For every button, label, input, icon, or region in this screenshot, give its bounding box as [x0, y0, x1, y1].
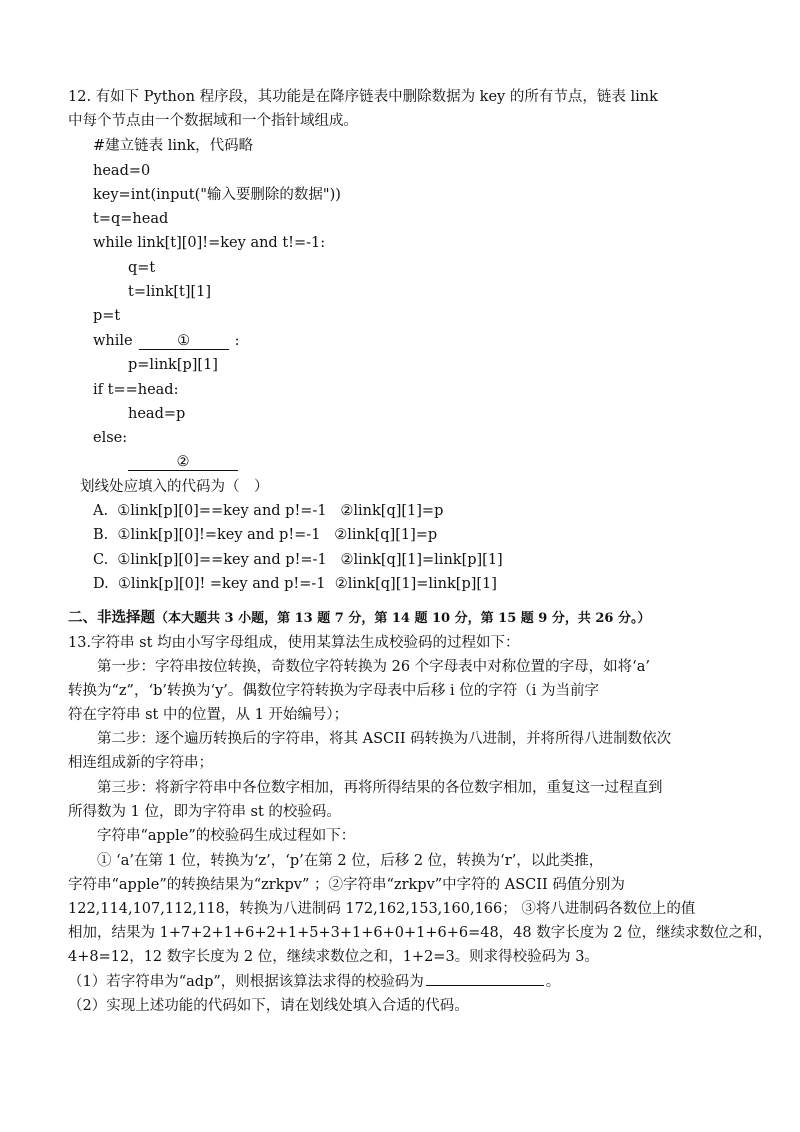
q13-line: ① ‘a’在第 1 位，转换为‘z’，‘p’在第 2 位，后移 2 位，转换为‘r’，以此类推， — [68, 853, 604, 869]
code-line: t=q=head — [93, 211, 169, 227]
q13-line: 所得数为 1 位，即为字符串 st 的校验码。 — [68, 804, 341, 820]
q13-sub2: （2）实现上述功能的代码如下，请在划线处填入合适的代码。 — [68, 998, 469, 1014]
section-title: 二、非选择题 — [68, 609, 155, 626]
code-colon: : — [234, 333, 240, 349]
answer-blank-2[interactable]: ② — [128, 454, 238, 471]
q13-line: 相连组成新的字符串； — [68, 755, 213, 771]
code-line-blank-2 — [128, 452, 244, 472]
code-line: head=p — [128, 406, 186, 422]
answer-blank-checksum[interactable] — [426, 985, 544, 986]
q13-line: 字符串“apple”的转换结果为“zrkpv” ；②字符串“zrkpv”中字符的 ASCII 码值分别为 — [68, 877, 625, 893]
q13-sub1-end: 。 — [545, 974, 561, 990]
q12-stem-line-2: 中每个节点由一个数据域和一个指针域组成。 — [68, 113, 358, 129]
q12-stem-line-1: 12. 有如下 Python 程序段，其功能是在降序链表中删除数据为 key 的所有节点，链表 link — [68, 89, 658, 105]
q13-line: 第一步：字符串按位转换，奇数位字符转换为 26 个字母表中对称位置的字母，如将‘a’ — [68, 659, 651, 675]
q13-sub1 — [68, 972, 560, 992]
code-line: p=link[p][1] — [128, 357, 218, 373]
code-keyword: while — [93, 333, 133, 349]
code-line: q=t — [128, 260, 156, 276]
option-c[interactable]: C. ①link[p][0]==key and p!=-1 ②link[q][1]=link[p][1] — [93, 552, 503, 568]
section-heading — [68, 608, 651, 629]
option-b[interactable]: B. ①link[p][0]!=key and p!=-1 ②link[q][1]=p — [93, 527, 438, 543]
q13-line: 字符串“apple”的校验码生成过程如下： — [68, 828, 356, 844]
q13-line: 相加，结果为 1+7+2+1+6+2+1+5+3+1+6+0+1+6+6=48，48 数字长度为 2 位，继续求数位之和， — [68, 925, 773, 941]
code-line-while-blank — [93, 331, 240, 351]
code-line: while link[t][0]!=key and t!=-1: — [93, 235, 326, 251]
code-line: t=link[t][1] — [128, 284, 212, 300]
option-d[interactable]: D. ①link[p][0]! =key and p!=-1 ②link[q][1]=link[p][1] — [93, 576, 497, 592]
q13-line: 转换为“z”，‘b’转换为‘y’。偶数位字符转换为字母表中后移 i 位的字符（i 为当前字 — [68, 683, 599, 699]
q13-line: 4+8=12，12 数字长度为 2 位，继续求数位之和，1+2=3。则求得校验码为 3。 — [68, 949, 600, 965]
q12-prompt: 划线处应填入的代码为（ ） — [80, 479, 269, 495]
code-line: #建立链表 link，代码略 — [93, 138, 254, 154]
section-note: （本大题共 3 小题，第 13 题 7 分，第 14 题 10 分，第 15 题 9 分，共 26 分。） — [155, 611, 651, 626]
q13-line: 第三步：将新字符串中各位数字相加，再将所得结果的各位数字相加，重复这一过程直到 — [68, 780, 663, 796]
q13-line: 13.字符串 st 均由小写字母组成，使用某算法生成校验码的过程如下： — [68, 635, 520, 651]
answer-blank-1[interactable]: ① — [139, 333, 229, 350]
code-line: key=int(input("输入要删除的数据")) — [93, 187, 341, 203]
option-a[interactable]: A. ①link[p][0]==key and p!=-1 ②link[q][1]=p — [93, 503, 444, 519]
code-line: head=0 — [93, 163, 151, 179]
q13-line: 122,114,107,112,118，转换为八进制码 172,162,153,160,166； ③将八进制码各数位上的值 — [68, 901, 696, 917]
q13-line: 符在字符串 st 中的位置，从 1 开始编号）； — [68, 707, 349, 723]
code-line: if t==head: — [93, 382, 179, 398]
q13-sub1-text: （1）若字符串为“adp”，则根据该算法求得的校验码为 — [68, 974, 424, 990]
code-line: else: — [93, 430, 128, 446]
code-line: p=t — [93, 308, 121, 324]
q13-line: 第二步：逐个遍历转换后的字符串，将其 ASCII 码转换为八进制，并将所得八进制数依次 — [68, 731, 672, 747]
